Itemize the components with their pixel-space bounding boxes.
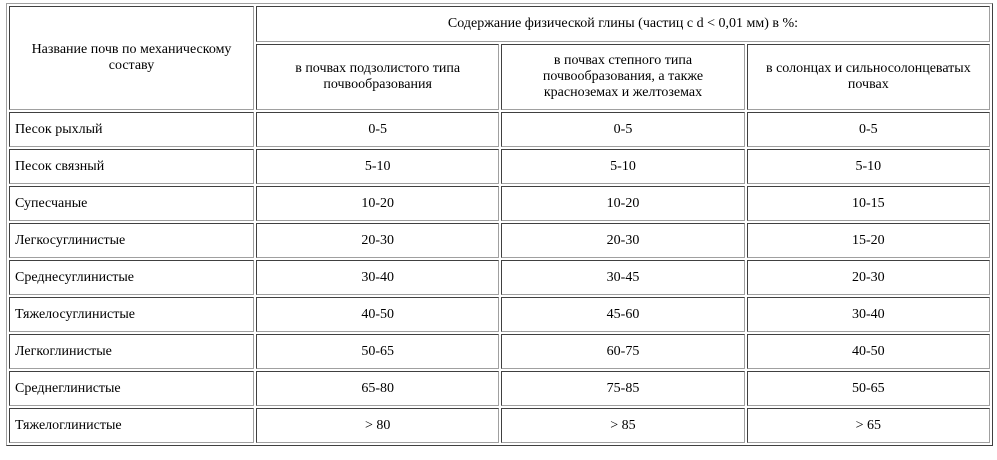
value-cell-solonetz: 30-40 [747, 297, 990, 332]
value-cell-solonetz: > 65 [747, 408, 990, 443]
value-cell-podzolic: 0-5 [256, 112, 499, 147]
value-cell-steppe: 60-75 [501, 334, 744, 369]
value-cell-podzolic: 40-50 [256, 297, 499, 332]
table-row [9, 112, 990, 147]
header-clay-content: Содержание физической глины (частиц с d < 0,01 мм) в %: [256, 6, 990, 42]
table-row [9, 260, 990, 295]
value-cell-steppe: 10-20 [501, 186, 744, 221]
value-cell-podzolic: > 80 [256, 408, 499, 443]
soil-name-cell: Легкоглинистые [9, 334, 254, 369]
table-row [9, 149, 990, 184]
value-cell-podzolic: 30-40 [256, 260, 499, 295]
value-cell-solonetz: 5-10 [747, 149, 990, 184]
table-row [9, 334, 990, 369]
soil-name-cell: Легкосуглинистые [9, 223, 254, 258]
header-row [9, 6, 990, 42]
soil-name-cell: Среднесуглинистые [9, 260, 254, 295]
value-cell-podzolic: 5-10 [256, 149, 499, 184]
value-cell-steppe: 5-10 [501, 149, 744, 184]
value-cell-podzolic: 65-80 [256, 371, 499, 406]
value-cell-solonetz: 15-20 [747, 223, 990, 258]
table-row [9, 223, 990, 258]
value-cell-steppe: > 85 [501, 408, 744, 443]
soil-name-cell: Песок связный [9, 149, 254, 184]
value-cell-solonetz: 20-30 [747, 260, 990, 295]
value-cell-steppe: 75-85 [501, 371, 744, 406]
table-row [9, 408, 990, 443]
soil-name-cell: Тяжелоглинистые [9, 408, 254, 443]
soil-name-cell: Супесчаные [9, 186, 254, 221]
value-cell-solonetz: 10-15 [747, 186, 990, 221]
header-soil-name: Название почв по механическому составу [9, 6, 254, 110]
value-cell-solonetz: 50-65 [747, 371, 990, 406]
table-row [9, 186, 990, 221]
value-cell-steppe: 30-45 [501, 260, 744, 295]
value-cell-steppe: 20-30 [501, 223, 744, 258]
soil-texture-table [6, 3, 993, 446]
subheader-podzolic: в почвах подзолистого типа почвообразования [256, 44, 499, 110]
subheader-steppe: в почвах степного типа почвообразования, а также красноземах и желтоземах [501, 44, 744, 110]
value-cell-solonetz: 0-5 [747, 112, 990, 147]
subheader-solonetz: в солонцах и сильносолонцеватых почвах [747, 44, 990, 110]
value-cell-podzolic: 10-20 [256, 186, 499, 221]
value-cell-podzolic: 50-65 [256, 334, 499, 369]
value-cell-solonetz: 40-50 [747, 334, 990, 369]
soil-name-cell: Среднеглинистые [9, 371, 254, 406]
soil-name-cell: Тяжелосуглинистые [9, 297, 254, 332]
value-cell-steppe: 45-60 [501, 297, 744, 332]
value-cell-steppe: 0-5 [501, 112, 744, 147]
table-row [9, 297, 990, 332]
soil-name-cell: Песок рыхлый [9, 112, 254, 147]
table-row [9, 371, 990, 406]
value-cell-podzolic: 20-30 [256, 223, 499, 258]
